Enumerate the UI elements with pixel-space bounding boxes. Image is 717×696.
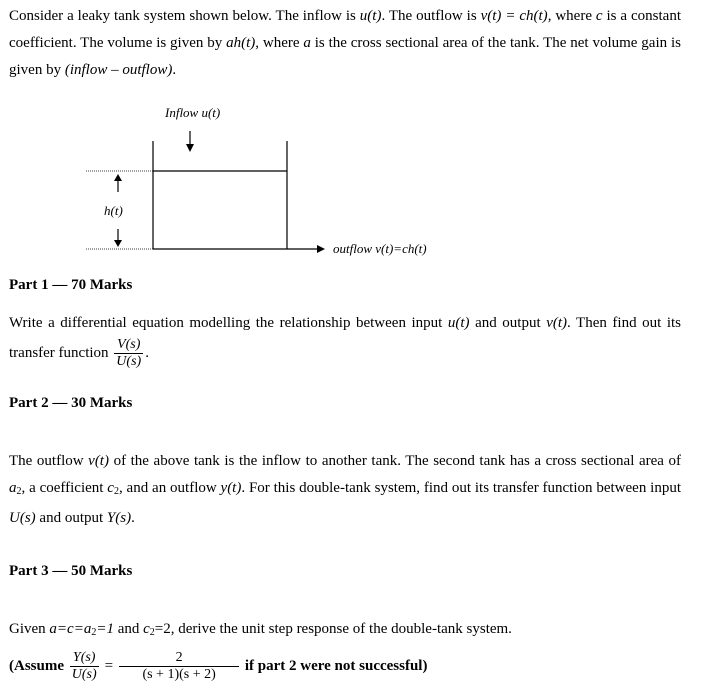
output2-symbol: y(t) <box>220 480 242 496</box>
subscript: 2 <box>91 627 97 638</box>
fraction-denominator: U(s) <box>71 667 97 682</box>
part2-text: and output <box>35 510 107 526</box>
output-symbol: v(t) <box>546 315 568 331</box>
parameter-equation: =2 <box>154 621 171 637</box>
assumption-line <box>9 650 427 683</box>
inflow-arrow-icon <box>186 131 194 152</box>
area2-symbol: a <box>9 480 17 496</box>
outflow-label: outflow v(t)=ch(t) <box>333 241 427 256</box>
intro-text: Consider a leaky tank system shown below. The inflow is <box>9 8 360 24</box>
fraction-numerator: 2 <box>119 650 239 667</box>
assumed-transfer-function-rhs <box>119 650 239 683</box>
subscript: 2 <box>16 486 22 497</box>
part3-paragraph <box>9 616 681 646</box>
part1-text: Write a differential equation modelling the relationship between input <box>9 315 448 331</box>
volume-expression: ah(t) <box>226 35 256 51</box>
part1-paragraph <box>9 310 681 370</box>
leaky-tank-diagram <box>0 0 717 280</box>
part3-text: , derive the unit step response of the double-tank system. <box>170 621 512 637</box>
intro-text: . The outflow is <box>381 8 481 24</box>
area-symbol: a <box>303 35 311 51</box>
outflow-equation: v(t) = ch(t) <box>480 8 548 24</box>
inflow-label: Inflow u(t) <box>165 105 221 120</box>
part3-heading: Part 3 — 50 Marks <box>9 563 133 579</box>
height-up-arrow-icon <box>114 174 122 192</box>
output-laplace-symbol: Y(s) <box>106 510 132 526</box>
coefficient2-symbol: c <box>143 621 150 637</box>
part1-heading: Part 1 — 70 Marks <box>9 277 133 293</box>
part2-text: , a coefficient <box>21 480 108 496</box>
part3-text: Given <box>9 621 50 637</box>
parameter-equation: a=c=a <box>49 621 92 637</box>
part2-text: , and an outflow <box>118 480 221 496</box>
fraction-denominator: (s + 1)(s + 2) <box>142 667 216 682</box>
outflow-arrow-icon <box>287 245 325 253</box>
intro-text: , where <box>255 35 304 51</box>
equals-sign: = <box>104 658 114 674</box>
height-down-arrow-icon <box>114 229 122 247</box>
part1-text: . Then find out its transfer function <box>9 315 681 361</box>
net-gain-expression: (inflow – outflow) <box>64 62 173 78</box>
part3-text: and <box>113 621 144 637</box>
height-label: h(t) <box>104 203 123 218</box>
part2-text: The outflow <box>9 453 89 469</box>
parameter-equation: =1 <box>96 621 114 637</box>
part2-text: . For this double-tank system, find out its transfer function between input <box>241 480 681 496</box>
assume-tail-text: if part 2 were not successful) <box>244 657 428 674</box>
part1-text: . <box>145 344 149 361</box>
fraction-numerator: Y(s) <box>70 650 99 667</box>
input-symbol: u(t) <box>447 315 470 331</box>
coefficient-symbol: c <box>595 8 603 24</box>
transfer-function-fraction <box>114 337 143 370</box>
tank-outline <box>153 141 287 249</box>
subscript: 2 <box>149 627 155 638</box>
fraction-denominator: U(s) <box>116 354 142 369</box>
intro-text: is a constant coefficient. The volume is given by <box>9 8 681 51</box>
part2-text: . <box>131 510 135 526</box>
part2-text: of the above tank is the inflow to another tank. The second tank has a cross sectional area of <box>108 453 681 469</box>
intro-text: , where <box>547 8 596 24</box>
part2-heading: Part 2 — 30 Marks <box>9 395 133 411</box>
assume-text: (Assume <box>9 657 64 674</box>
outflow-symbol: v(t) <box>88 453 109 469</box>
assumed-transfer-function-lhs <box>70 650 99 683</box>
fraction-numerator: V(s) <box>114 337 143 354</box>
intro-text: is the cross sectional area of the tank. The net volume gain is given by <box>9 35 681 78</box>
part2-paragraph <box>9 448 681 532</box>
input-laplace-symbol: U(s) <box>9 510 36 526</box>
part1-text: and output <box>469 315 547 331</box>
intro-text: . <box>172 62 177 78</box>
inflow-symbol: u(t) <box>359 8 382 24</box>
subscript: 2 <box>113 486 119 497</box>
coefficient2-symbol: c <box>107 480 114 496</box>
